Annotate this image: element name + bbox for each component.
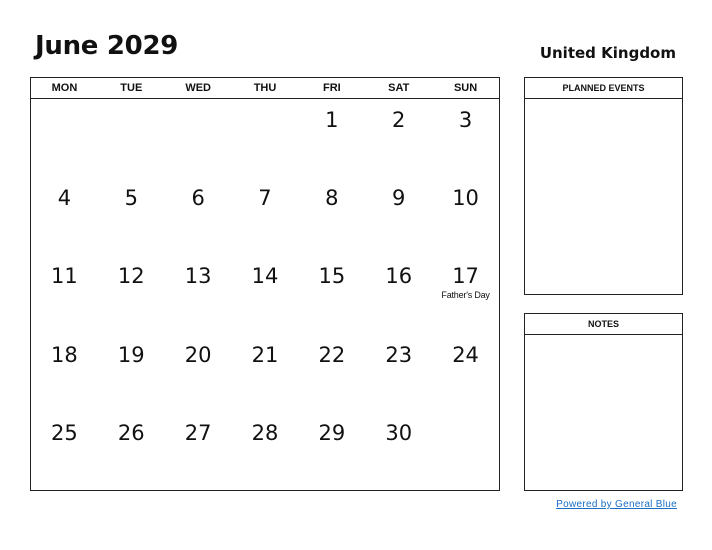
day-cell <box>31 334 98 412</box>
weekday-header <box>31 78 499 99</box>
day-number: 1 <box>325 108 339 132</box>
day-number <box>432 412 499 423</box>
day-cell <box>365 255 432 333</box>
calendar-grid <box>30 77 500 491</box>
planned-events-panel <box>524 77 683 295</box>
day-cell <box>232 177 299 255</box>
day-number: 24 <box>452 342 479 367</box>
day-cell <box>165 99 232 177</box>
day-number: 18 <box>51 342 78 367</box>
day-number: 14 <box>251 264 279 289</box>
day-cell <box>432 99 499 177</box>
day-cell <box>432 177 499 255</box>
day-grid <box>31 99 499 490</box>
day-cell <box>165 412 232 490</box>
day-cell <box>98 177 165 255</box>
day-cell <box>365 177 432 255</box>
day-number: 11 <box>51 264 78 289</box>
day-number: 9 <box>392 186 406 211</box>
day-cell <box>98 255 165 333</box>
day-number: 15 <box>318 264 346 289</box>
day-cell <box>298 255 365 333</box>
day-number: 8 <box>325 186 339 211</box>
weekday-thu: THU <box>253 82 277 94</box>
day-number <box>31 99 98 110</box>
country-label: United Kingdom <box>539 44 676 62</box>
powered-by-link[interactable]: Powered by General Blue <box>556 499 677 510</box>
day-cell <box>232 99 299 177</box>
weekday-tue: TUE <box>120 82 143 94</box>
day-number: 19 <box>117 342 145 367</box>
day-number: 26 <box>117 420 145 445</box>
day-number: 23 <box>385 342 413 367</box>
day-number: 25 <box>51 420 78 445</box>
day-cell <box>31 177 98 255</box>
day-number: 13 <box>184 264 212 289</box>
day-cell <box>98 412 165 490</box>
day-number: 2 <box>392 108 406 132</box>
day-cell <box>298 177 365 255</box>
day-number: 3 <box>458 108 473 132</box>
day-cell <box>165 255 232 333</box>
weekday-sat: SAT <box>388 82 410 94</box>
day-number: 16 <box>385 264 413 289</box>
notes-panel <box>524 313 683 491</box>
day-cell <box>98 99 165 177</box>
weekday-sun: SUN <box>453 82 478 94</box>
day-cell <box>98 334 165 412</box>
day-number: 5 <box>124 186 138 211</box>
notes-header: NOTES <box>525 314 682 335</box>
day-number: 29 <box>318 420 346 445</box>
day-cell <box>298 334 365 412</box>
day-number: 7 <box>258 186 272 211</box>
weekday-fri: FRI <box>323 82 341 94</box>
day-cell <box>298 412 365 490</box>
day-cell <box>365 99 432 177</box>
day-cell <box>31 99 98 177</box>
day-cell <box>365 334 432 412</box>
day-number: 20 <box>184 342 212 367</box>
day-cell <box>232 334 299 412</box>
day-number: 17 <box>452 264 479 289</box>
day-cell <box>365 412 432 490</box>
day-cell <box>31 255 98 333</box>
day-cell <box>432 334 499 412</box>
day-number <box>232 99 299 110</box>
day-number: 6 <box>191 186 205 211</box>
page-title: June 2029 <box>35 31 179 61</box>
day-number: 22 <box>318 342 346 367</box>
weekday-mon: MON <box>51 82 78 94</box>
holiday-label: Father's Day <box>441 290 490 301</box>
day-number: 21 <box>251 342 279 367</box>
day-number <box>165 99 232 110</box>
day-number <box>98 99 165 110</box>
day-cell <box>31 412 98 490</box>
planned-events-header: PLANNED EVENTS <box>525 78 682 99</box>
weekday-wed: WED <box>185 82 211 94</box>
day-cell <box>432 412 499 490</box>
day-number: 28 <box>251 420 279 445</box>
day-cell <box>165 334 232 412</box>
day-cell <box>432 255 499 333</box>
day-number: 4 <box>57 186 72 211</box>
day-number: 27 <box>184 420 212 445</box>
day-cell <box>232 412 299 490</box>
day-number: 10 <box>452 186 479 211</box>
day-cell <box>232 255 299 333</box>
day-number: 12 <box>117 264 145 289</box>
day-number: 30 <box>385 420 413 445</box>
day-cell <box>165 177 232 255</box>
day-cell <box>298 99 365 177</box>
